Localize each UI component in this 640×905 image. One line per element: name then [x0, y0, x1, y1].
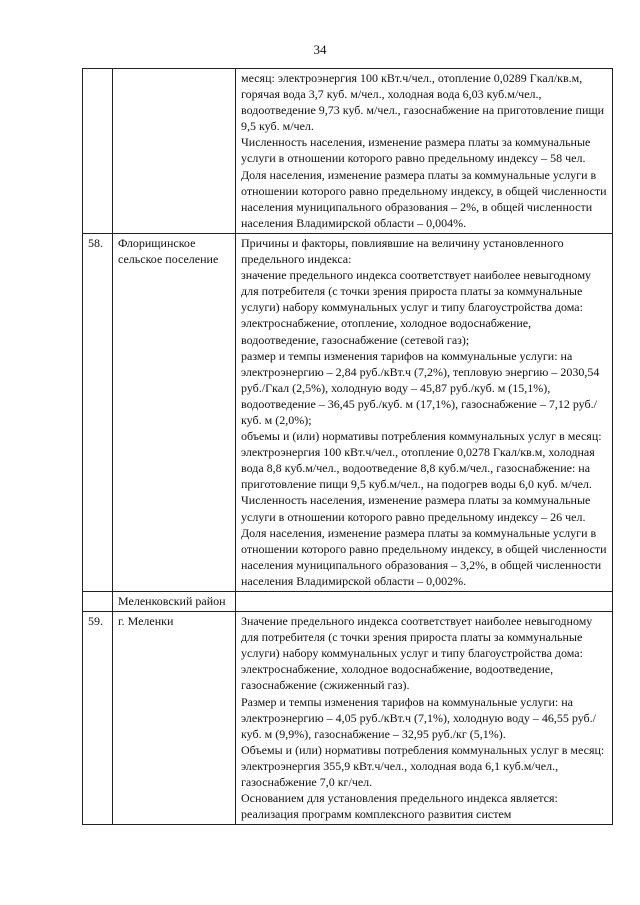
paragraph: значение предельного индекса соответствует наиболее невыгодному для потребителя (с точки зрения прироста платы за коммунальные услуги) набору коммунальных услуг и типу благоустройства дома: электроснабжение, отопление, холодное водоснабжение, водоотведение, газоснабжение (сетевой газ);	[241, 268, 592, 347]
table-row	[83, 69, 613, 234]
description-cell	[236, 612, 613, 825]
paragraph: Основанием для установления предельного индекса является: реализация программ комплексного развития систем	[241, 791, 558, 822]
description-cell	[236, 592, 613, 612]
row-number	[83, 592, 113, 612]
paragraph: объемы и (или) нормативы потребления коммунальных услуг в месяц: электроэнергия 100 кВт.ч/чел., отопление 0,0278 Гкал/кв.м, холодная вода 8,8 куб.м/чел., водоотведение 8,8 куб.м/чел., газоснабжение: на приготовление пищи 9,5 куб.м/чел., на подогрев воды 6,0 куб. м/чел.	[241, 429, 602, 492]
paragraph: Численность населения, изменение размера платы за коммунальные услуги в отношении которого равно предельному индексу – 26 чел.	[241, 493, 591, 524]
table-row	[83, 233, 613, 591]
row-number: 58.	[83, 233, 113, 591]
paragraph: Доля населения, изменение размера платы за коммунальные услуги в отношении которого равно предельному индексу, в общей численности населения муниципального образования – 2%, в общей численности населения Владимирской области – 0,004%.	[241, 167, 607, 230]
district-name: Меленковский район	[113, 592, 236, 612]
paragraph: Численность населения, изменение размера платы за коммунальные услуги в отношении которого равно предельному индексу – 58 чел.	[241, 135, 591, 166]
row-number: 59.	[83, 612, 113, 825]
table-row	[83, 612, 613, 825]
paragraph: месяц: электроэнергия 100 кВт.ч/чел., отопление 0,0289 Гкал/кв.м, горячая вода 3,7 куб. м/чел., холодная вода 6,03 куб.м/чел., водоотведение 9,73 куб. м/чел., газоснабжение на приготовление пищи 9,5 куб. м/чел.	[241, 71, 605, 134]
paragraph: Доля населения, изменение размера платы за коммунальные услуги в отношении которого равно предельному индексу, в общей численности населения муниципального образования – 3,2%, в общей численности населения Владимирской области – 0,002%.	[241, 525, 607, 588]
municipality-name: г. Меленки	[113, 612, 236, 825]
row-number	[83, 69, 113, 234]
description-cell	[236, 233, 613, 591]
municipality-name: Флорищинское сельское поселение	[113, 233, 236, 591]
indices-table	[82, 68, 613, 825]
paragraph: Причины и факторы, повлиявшие на величину установленного предельного индекса:	[241, 235, 564, 267]
paragraph: Объемы и (или) нормативы потребления коммунальных услуг в месяц: электроэнергия 355,9 кВт.ч/чел., холодная вода 6,1 куб.м/чел., газоснабжение 7,0 кг/чел.	[241, 742, 605, 790]
table-row	[83, 592, 613, 612]
municipality-name	[113, 69, 236, 234]
page-number: 34	[313, 42, 327, 57]
paragraph: Размер и темпы изменения тарифов на коммунальные услуги: на электроэнергию – 4,05 руб./кВт.ч (7,1%), холодную воду – 46,55 руб./куб. м (9,9%), газоснабжение – 32,95 руб./кг (5,1%).	[241, 694, 596, 741]
paragraph: размер и темпы изменения тарифов на коммунальные услуги: на электроэнергию – 2,84 руб./кВт.ч (7,2%), тепловую энергию – 2030,54 руб./Гкал (2,5%), холодную воду – 45,87 руб./куб. м (15,1%), водоотведение – 36,45 руб./куб. м (17,1%), газоснабжение – 7,12 руб./куб. м (2,0%);	[241, 348, 600, 427]
description-cell	[236, 69, 613, 234]
paragraph: Значение предельного индекса соответствует наиболее невыгодному для потребителя (с точки зрения прироста платы за коммунальные услуги) набору коммунальных услуг и типу благоустройства дома: электроснабжение, холодное водоснабжение, водоотведение, газоснабжение (сжиженный газ).	[241, 614, 593, 693]
